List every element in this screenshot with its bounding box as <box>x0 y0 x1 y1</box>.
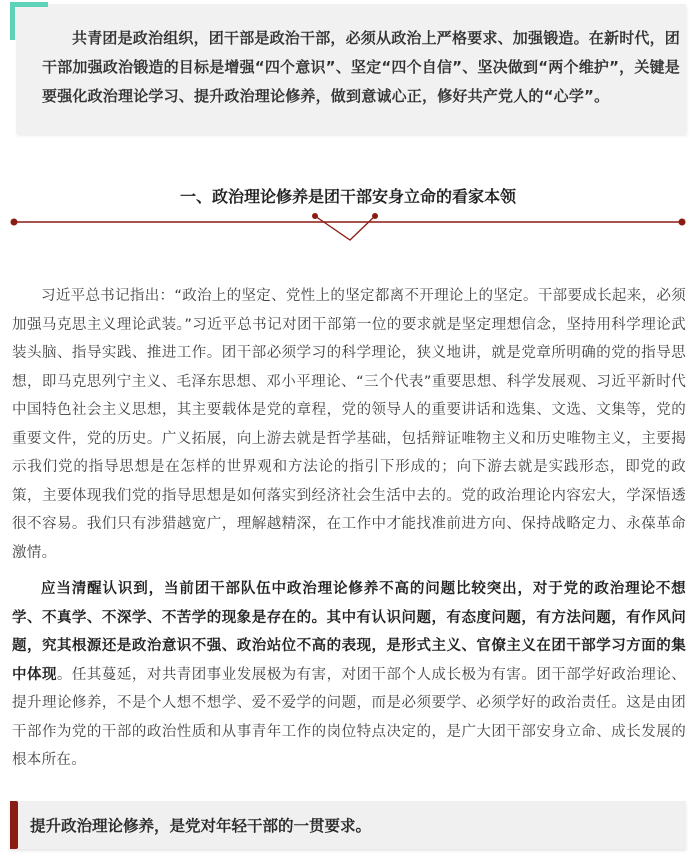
paragraph-2-bold: 应当清醒认识到，当前团干部队伍中政治理论修养不高的问题比较突出，对于党的政治理论不想学、不真学、不深学、不苦学的现象是存在的。其中有认识问题，有态度问题，有方法问题，有作风问题，究其根源还是政治意识不强、政治站位不高的表现，是形式主义、官僚主义在团干部学习方面的集中体现 <box>12 581 686 683</box>
quote-corner-accent-vertical <box>10 2 15 40</box>
subheading-text: 提升政治理论修养，是党对年轻干部的一贯要求。 <box>30 817 372 835</box>
divider-chevron <box>315 216 375 240</box>
intro-text: 共青团是政治组织，团干部是政治干部，必须从政治上严格要求、加强锻造。在新时代，团干部加强政治锻造的目标是增强“四个意识”、坚定“四个自信”、坚决做到“两个维护”，关键是要强化政治理论学习、提升政治理论修养，做到意诚心正，修好共产党人的“心学”。 <box>42 29 681 105</box>
paragraph-2-rest: 。任其蔓延，对共青团事业发展极为有害，对团干部个人成长极为有害。团干部学好政治理论、提升理论修养，不是个人想不想学、爱不爱学的问题，而是必须要学、必须学好的政治责任。这是由团干部作为党的干部的政治性质和从事青年工作的岗位特点决定的，是广大团干部安身立命、成长发展的根本所在。 <box>12 666 686 768</box>
subheading-accent-bar <box>10 801 18 849</box>
quote-corner-accent-horizontal <box>10 2 48 7</box>
section-divider <box>10 210 686 244</box>
intro-quote-box <box>16 4 686 134</box>
divider-left-dot <box>11 219 18 226</box>
subheading-box <box>10 801 686 849</box>
section-title: 一、政治理论修养是团干部安身立命的看家本领 <box>179 187 516 206</box>
paragraph-2 <box>12 575 686 775</box>
divider-right-dot <box>679 219 686 226</box>
paragraph-1: 习近平总书记指出：“政治上的坚定、党性上的坚定都离不开理论上的坚定。干部要成长起来，必须加强马克思主义理论武装。”习近平总书记对团干部第一位的要求就是坚定理想信念，坚持用科学理论武装头脑、指导实践、推进工作。团干部必须学习的科学理论，狭义地讲，就是党章所明确的党的指导思想，即马克思列宁主义、毛泽东思想、邓小平理论、“三个代表”重要思想、科学发展观、习近平新时代中国特色社会主义思想，其主要载体是党的章程，党的领导人的重要讲话和选集、文选、文集等，党的重要文件，党的历史。广义拓展，向上游去就是哲学基础，包括辩证唯物主义和历史唯物主义，主要揭示我们党的指导思想是在怎样的世界观和方法论的指引下形成的；向下游去就是实践形态，即党的政策，主要体现我们党的指导思想是如何落实到经济社会生活中去的。党的政治理论内容宏大，学深悟透很不容易。我们只有涉猎越宽广，理解越精深，在工作中才能找准前进方向、保持战略定力、永葆革命激情。 <box>12 288 686 561</box>
